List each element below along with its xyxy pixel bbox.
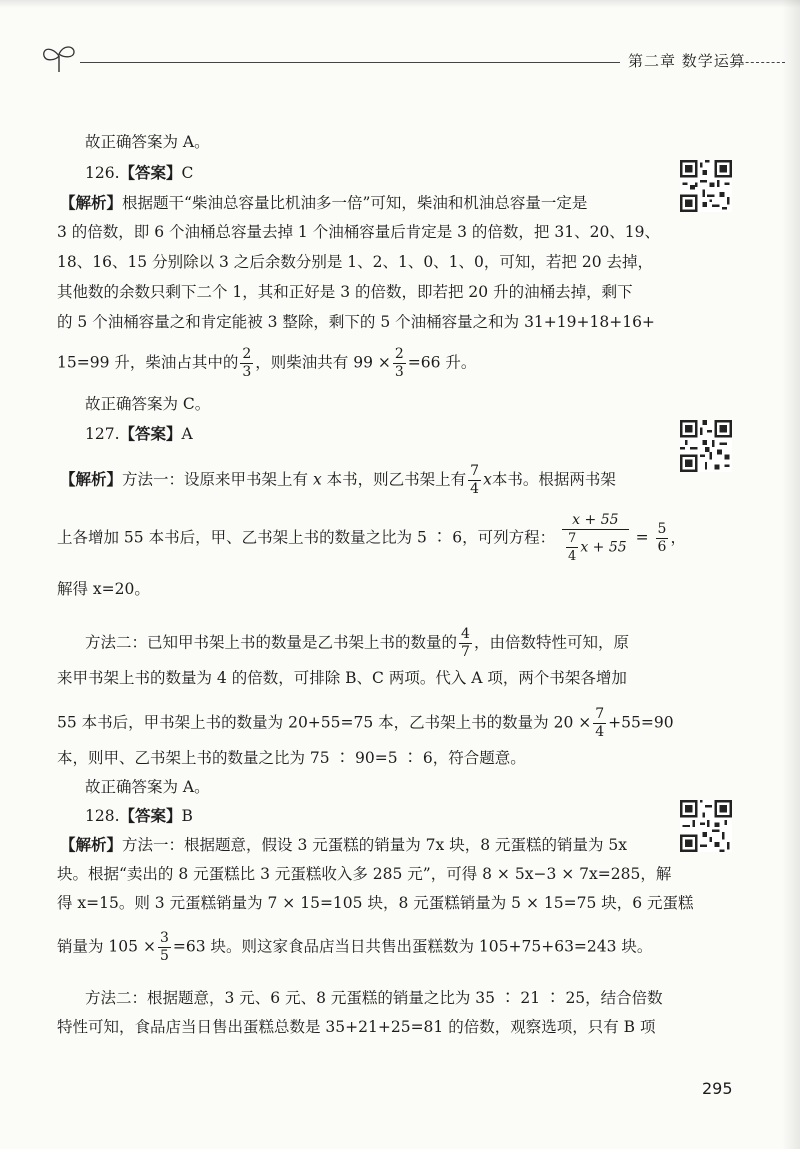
equals-sign: =	[635, 528, 649, 547]
text-fragment: 方法一：设原来甲书架上有	[122, 470, 309, 489]
text-line: 18、16、15 分别除以 3 之后余数分别是 1、2、1、0、1、0，可知，若把 20 去掉，	[57, 253, 653, 271]
text-fragment: 55 本书后，甲书架上书的数量为 20+55=75 本，乙书架上书的数量为 20 ×	[57, 713, 592, 732]
text-line: 的 5 个油桶容量之和肯定能被 3 整除，剩下的 5 个油桶容量之和为 31+19+18+16+	[57, 313, 655, 331]
question-126-heading	[85, 162, 193, 184]
numerator: 2	[394, 346, 404, 362]
text-line: 其他数的余数只剩下二个 1，其和正好是 3 的倍数，即若把 20 升的油桶去掉，剩下	[57, 283, 633, 301]
text-fragment: +55=90	[608, 713, 674, 732]
analysis-label: 【解析】	[60, 469, 123, 489]
fraction-2-3	[393, 346, 406, 381]
text-fragment: ，	[670, 528, 686, 547]
text-fragment: 15=99 升，柴油占其中的	[57, 353, 239, 372]
denominator: 4	[568, 549, 577, 564]
running-header	[40, 42, 785, 78]
text-fragment: =66 升。	[407, 353, 477, 372]
text-fragment: 销量为 105 ×	[57, 937, 156, 956]
numerator: 4	[461, 626, 470, 642]
text-line	[57, 346, 476, 381]
numerator: 5	[657, 521, 667, 537]
question-number: 128.	[85, 807, 120, 825]
text-fragment: 方法二：已知甲书架上书的数量是乙书架上书的数量的	[85, 633, 458, 652]
text-line	[57, 930, 652, 965]
analysis-text: 根据题干“柴油总容量比机油多一倍”可知，柴油和机油总容量一定是	[122, 194, 588, 212]
denominator: 3	[242, 364, 252, 380]
fraction-2-3	[240, 346, 253, 381]
text-line: 块。根据“卖出的 8 元蛋糕比 3 元蛋糕收入多 285 元”，可得 8 × 5x−3 × 7x=285，解	[57, 865, 672, 883]
denominator: 7	[461, 644, 470, 660]
qr-code-icon[interactable]	[680, 420, 732, 472]
qr-code-icon[interactable]	[680, 800, 732, 852]
fraction-7-4	[566, 530, 578, 565]
numerator: 7	[595, 706, 605, 722]
fraction-4-7	[459, 626, 472, 661]
text-line: 解得 x=20。	[57, 580, 150, 598]
variable: x	[483, 470, 492, 489]
text-line: 故正确答案为 A。	[85, 778, 210, 796]
chapter-title: 第二章 数学运算	[628, 52, 746, 70]
variable: x	[312, 470, 322, 489]
text-fragment: 上各增加 55 本书后，甲、乙书架上书的数量之比为 5 ∶ 6，可列方程：	[57, 528, 556, 547]
equation-left-fraction	[562, 512, 629, 565]
numerator: x + 55	[562, 512, 629, 530]
denominator: 3	[394, 364, 404, 380]
text-line	[60, 192, 587, 214]
text-line: 来甲书架上书的数量为 4 的倍数，可排除 B、C 两项。代入 A 项，两个书架各增加	[57, 669, 627, 687]
denominator	[562, 530, 629, 565]
numerator: 7	[568, 531, 577, 546]
text-fragment: ，则柴油共有 99 ×	[255, 353, 391, 372]
header-rule	[80, 62, 620, 63]
page-number: 295	[702, 1079, 733, 1098]
analysis-label: 【解析】	[60, 193, 123, 212]
fraction-3-5	[158, 930, 171, 965]
text-line	[57, 512, 686, 565]
question-127-heading	[85, 423, 193, 445]
header-rule-right	[730, 62, 785, 63]
answer-label: 【答案】	[119, 163, 182, 182]
answer-label: 【答案】	[119, 424, 182, 443]
text-line	[57, 706, 674, 741]
qr-code-icon[interactable]	[680, 160, 732, 212]
text-line: 3 的倍数，即 6 个油桶总容量去掉 1 个油桶容量后肯定是 3 的倍数，把 31、20、19、	[57, 223, 661, 241]
answer-value: B	[181, 807, 193, 825]
question-number: 126.	[85, 164, 120, 182]
page-top-shadow	[0, 0, 800, 8]
text-fragment: =63 块。则这家食品店当日共售出蛋糕数为 105+75+63=243 块。	[172, 937, 653, 956]
answer-value: A	[181, 425, 193, 443]
text-line	[85, 626, 629, 661]
denominator: 4	[470, 481, 480, 497]
denominator-rest: x + 55	[580, 539, 627, 556]
text-fragment: 本书，则乙书架上有	[326, 470, 467, 489]
question-128-heading	[85, 805, 193, 827]
text-line: 得 x=15。则 3 元蛋糕销量为 7 × 15=105 块，8 元蛋糕销量为 5 × 15=75 块，6 元蛋糕	[57, 894, 694, 912]
numerator: 7	[470, 463, 480, 479]
text-line	[60, 834, 627, 856]
denominator: 5	[159, 948, 169, 964]
answer-label: 【答案】	[119, 806, 182, 825]
answer-value: C	[181, 164, 194, 182]
text-line: 本，则甲、乙书架上书的数量之比为 75 ∶ 90=5 ∶ 6，符合题意。	[57, 749, 526, 767]
fraction-7-4	[593, 706, 606, 741]
fraction-7-4	[468, 463, 481, 498]
analysis-label: 【解析】	[60, 835, 123, 854]
page-spine-shadow	[782, 0, 800, 1149]
numerator: 3	[159, 930, 169, 946]
denominator: 6	[657, 539, 667, 555]
text-line: 方法二：根据题意，3 元、6 元、8 元蛋糕的销量之比为 35 ∶ 21 ∶ 25，结合倍数	[85, 989, 663, 1007]
text-line: 故正确答案为 A。	[85, 133, 210, 151]
sprout-icon	[40, 42, 78, 74]
denominator: 4	[595, 724, 605, 740]
analysis-text: 方法一：根据题意，假设 3 元蛋糕的销量为 7x 块，8 元蛋糕的销量为 5x	[122, 836, 628, 854]
question-number: 127.	[85, 425, 120, 443]
numerator: 2	[242, 346, 252, 362]
text-fragment: ，由倍数特性可知，原	[473, 633, 629, 652]
text-line	[60, 463, 616, 498]
text-line: 特性可知，食品店当日售出蛋糕总数是 35+21+25=81 的倍数，观察选项，只有 B 项	[57, 1018, 656, 1036]
fraction-5-6	[656, 521, 669, 556]
text-fragment: 本书。根据两书架	[491, 470, 616, 489]
text-line: 故正确答案为 C。	[85, 395, 211, 413]
